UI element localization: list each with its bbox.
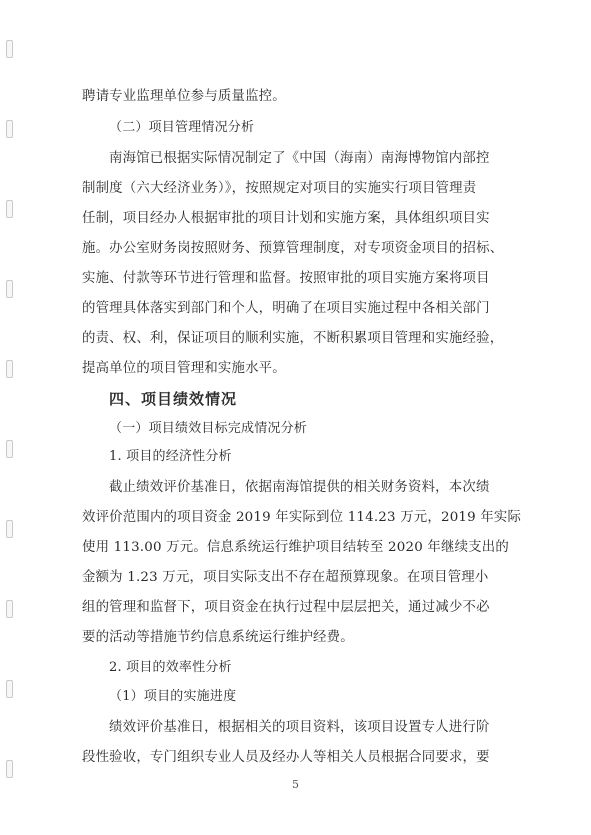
section-subheading: （1）项目的实施进度 [109, 689, 237, 704]
binding-hole [6, 440, 13, 458]
section-subheading: 2. 项目的效率性分析 [109, 660, 232, 675]
paragraph-line: 实施、付款等环节进行管理和监督。按照审批的项目实施方案将项目 [82, 271, 490, 286]
paragraph-line: 段性验收，专门组织专业人员及经办人等相关人员根据合同要求，要 [82, 750, 490, 765]
paragraph-line: 任制，项目经办人根据审批的项目计划和实施方案，具体组织项目实 [82, 211, 490, 226]
section-subheading: （一）项目绩效目标完成情况分析 [109, 421, 308, 436]
binding-hole-marks [6, 0, 16, 835]
page-number: 5 [292, 778, 299, 791]
binding-hole [6, 360, 13, 378]
paragraph-line: 南海馆已根据实际情况制定了《中国（海南）南海博物馆内部控 [109, 151, 490, 166]
binding-hole [6, 520, 13, 538]
paragraph-line: 的管理具体落实到部门和个人，明确了在项目实施过程中各相关部门 [82, 301, 490, 316]
section-subheading: 1. 项目的经济性分析 [109, 449, 232, 464]
paragraph-line: 制制度（六大经济业务）》，按照规定对项目的实施实行项目管理责 [82, 181, 477, 196]
section-heading: 四、项目绩效情况 [109, 390, 238, 408]
paragraph-line: 聘请专业监理单位参与质量监控。 [82, 89, 286, 104]
paragraph-line: 绩效评价基准日，根据相关的项目资料，该项目设置专人进行阶 [109, 720, 490, 735]
paragraph-line: 使用 113.00 万元。信息系统运行维护项目结转至 2020 年继续支出的 [82, 540, 509, 555]
binding-hole [6, 40, 13, 58]
section-subheading: （二）项目管理情况分析 [109, 120, 255, 135]
paragraph-line: 效评价范围内的项目资金 2019 年实际到位 114.23 万元，2019 年实际 [82, 510, 522, 525]
paragraph-line: 提高单位的项目管理和实施水平。 [82, 361, 286, 376]
binding-hole [6, 280, 13, 298]
binding-hole [6, 760, 13, 778]
binding-hole [6, 680, 13, 698]
paragraph-line: 组的管理和监督下，项目资金在执行过程中层层把关，通过减少不必 [82, 600, 490, 615]
paragraph-line: 截止绩效评价基准日，依据南海馆提供的相关财务资料，本次绩 [109, 480, 490, 495]
binding-hole [6, 200, 13, 218]
binding-hole [6, 120, 13, 138]
paragraph-line: 施。办公室财务岗按照财务、预算管理制度，对专项资金项目的招标、 [82, 241, 504, 256]
binding-hole [6, 600, 13, 618]
paragraph-line: 要的活动等措施节约信息系统运行维护经费。 [82, 630, 354, 645]
paragraph-line: 金额为 1.23 万元，项目实际支出不存在超预算现象。在项目管理小 [82, 570, 489, 585]
paragraph-line: 的责、权、利，保证项目的顺利实施，不断积累项目管理和实施经验， [82, 331, 504, 346]
